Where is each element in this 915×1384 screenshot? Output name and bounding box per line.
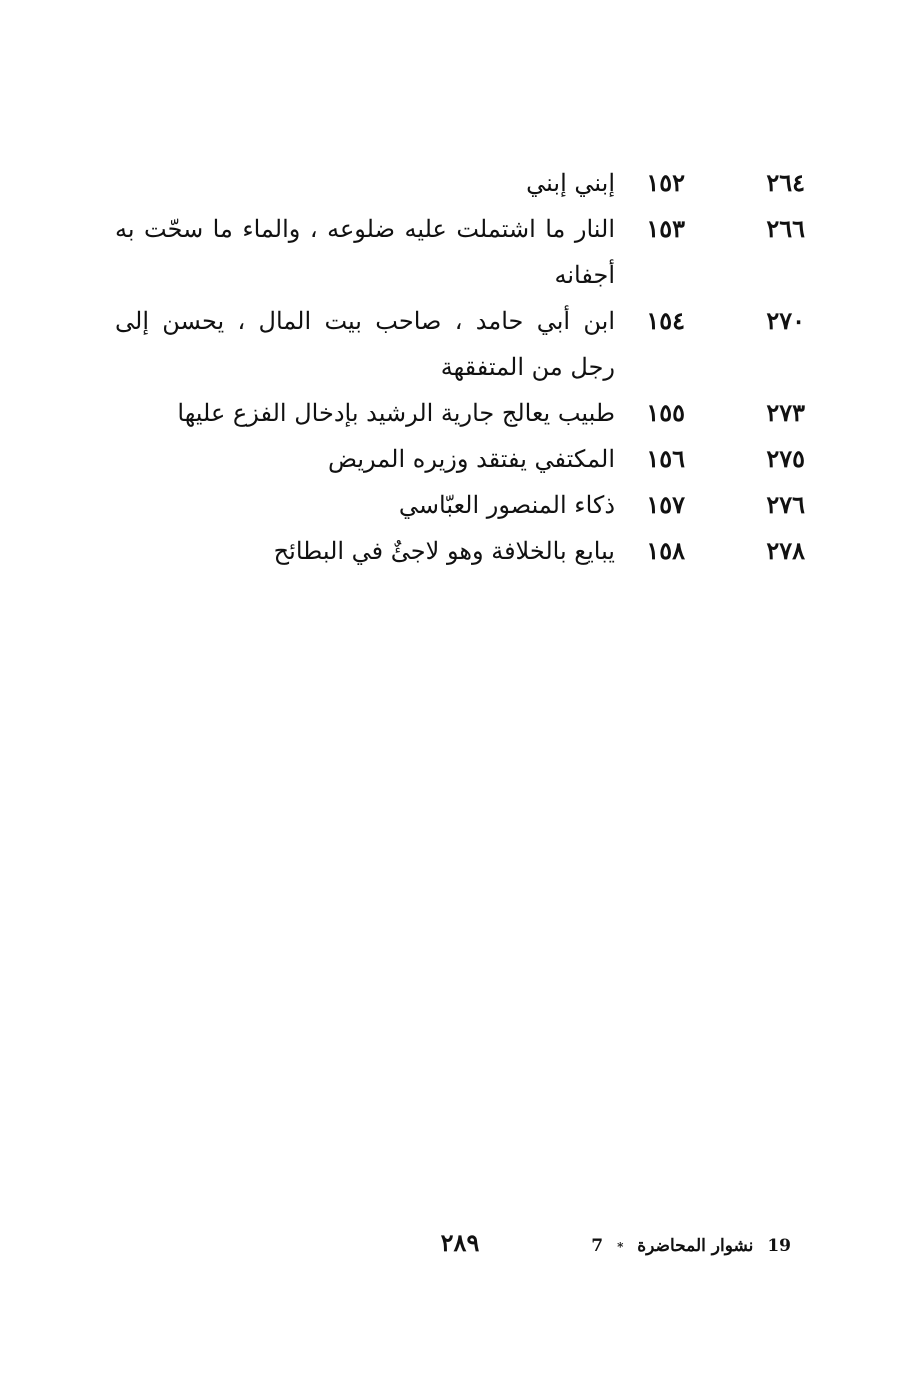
entry-number: ١٥٣ [646, 214, 685, 243]
toc-entry [115, 160, 805, 206]
signature-title: نشوار المحاضرة [637, 1236, 754, 1256]
entry-number: ١٥٨ [646, 536, 685, 565]
entry-page-number: ٢٧٥ [766, 444, 805, 473]
footer-page-number: ٢٨٩ [440, 1228, 480, 1257]
signature-right-number: 7 [591, 1236, 604, 1256]
entry-number: ١٥٢ [646, 168, 685, 197]
table-of-contents [115, 160, 805, 574]
signature-left-number: 19 [767, 1236, 791, 1256]
entry-number: ١٥٥ [646, 398, 685, 427]
entry-page-number: ٢٧٦ [766, 490, 805, 519]
entry-title: المكتفي يفتقد وزيره المريض [327, 445, 615, 473]
toc-entry [115, 390, 805, 436]
entry-title: النار ما اشتملت عليه ضلوعه ، والماء ما سحّت به أجفانه [115, 215, 615, 289]
entry-title: يبايع بالخلافة وهو لاجئٌ في البطائح [273, 537, 615, 565]
entry-page-number: ٢٧٠ [766, 306, 805, 335]
entry-number: ١٥٦ [646, 444, 685, 473]
entry-title: ذكاء المنصور العبّاسي [398, 491, 615, 519]
entry-title: ابن أبي حامد ، صاحب بيت المال ، يحسن إلى رجل من المتفقهة [115, 307, 615, 381]
toc-entry [115, 206, 805, 298]
entry-number: ١٥٧ [646, 490, 685, 519]
entry-number: ١٥٤ [646, 306, 685, 335]
toc-entry [115, 298, 805, 390]
entry-title: إبني إبني [526, 169, 615, 197]
entry-page-number: ٢٧٣ [766, 398, 805, 427]
star-icon: * [617, 1239, 624, 1254]
entry-title: طبيب يعالج جارية الرشيد بإدخال الفزع عليها [177, 399, 615, 427]
entry-page-number: ٢٦٤ [766, 168, 805, 197]
toc-entry [115, 482, 805, 528]
toc-entry [115, 436, 805, 482]
printer-signature [587, 1236, 795, 1256]
entry-page-number: ٢٧٨ [766, 536, 805, 565]
toc-entry [115, 528, 805, 574]
entry-page-number: ٢٦٦ [766, 214, 805, 243]
